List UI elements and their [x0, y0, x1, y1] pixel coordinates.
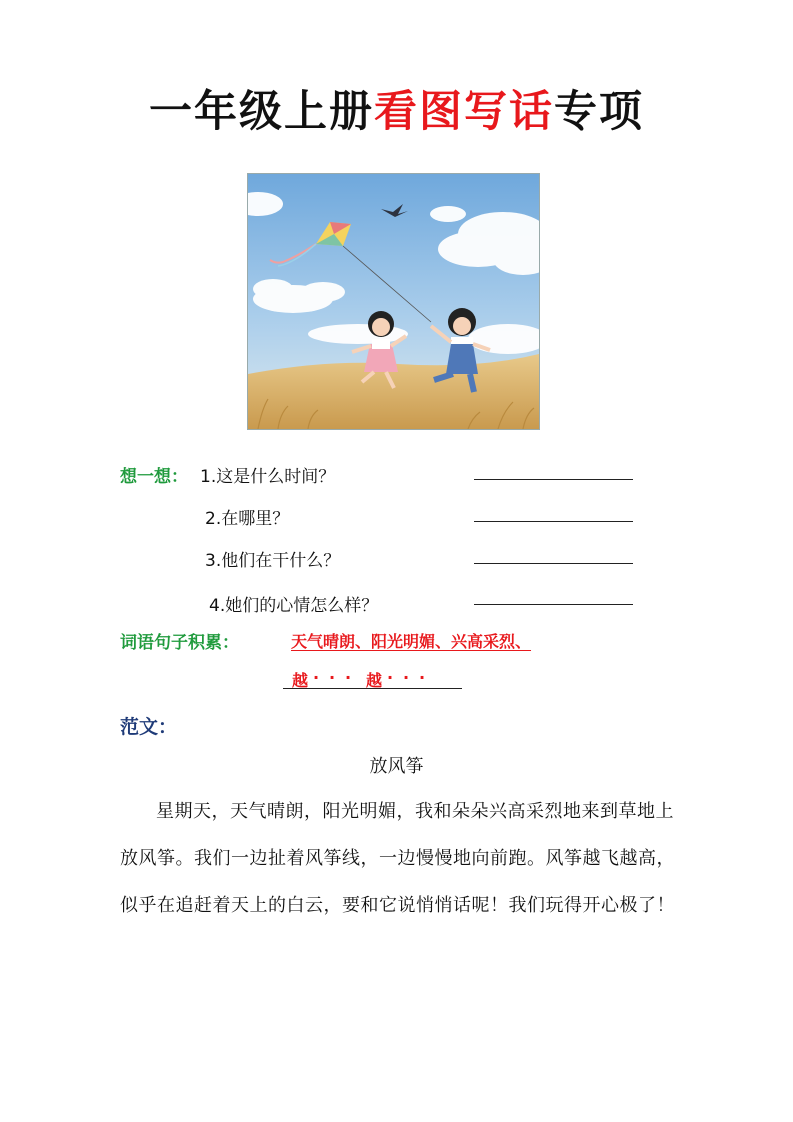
title-part1: 一年级上册 [149, 87, 374, 137]
question-4: 4.她们的心情怎么样？ [209, 596, 379, 616]
pattern-dot: · [403, 668, 410, 687]
question-3: 3.他们在干什么？ [205, 551, 341, 571]
pattern-dot: · [419, 668, 426, 687]
pattern-char: 越 [366, 671, 383, 690]
page-title [0, 78, 793, 139]
question-2: 2.在哪里？ [205, 509, 290, 529]
pattern-dot: · [345, 668, 352, 687]
answer-blank-2[interactable] [474, 521, 633, 522]
answer-blank-4[interactable] [474, 604, 633, 605]
essay-paragraph: 星期天，天气晴朗，阳光明媚，我和朵朵兴高采烈地来到草地上放风筝。我们一边扯着风筝线，一边慢慢地向前跑。风筝越飞越高，似乎在追赶着天上的白云，要和它说悄悄话呢！我们玩得开心极了！ [120, 801, 675, 916]
think-label: 想一想： [120, 467, 188, 487]
pattern-dot: · [313, 668, 320, 687]
kite-children-illustration-icon [247, 173, 540, 430]
answer-blank-3[interactable] [474, 563, 633, 564]
accumulate-words: 天气晴朗、阳光明媚、兴高采烈、 [291, 632, 532, 651]
sample-label: 范文： [120, 716, 178, 738]
pattern-char: 越 [292, 671, 309, 690]
essay-title: 放风筝 [369, 756, 424, 777]
title-part3: 专项 [554, 87, 644, 137]
essay-body [120, 788, 680, 929]
question-1: 1.这是什么时间？ [200, 467, 336, 487]
answer-blank-1[interactable] [474, 479, 633, 480]
accumulate-pattern-line [283, 668, 462, 689]
pattern-dot: · [387, 668, 394, 687]
pattern-dot: · [329, 668, 336, 687]
title-part2: 看图写话 [374, 87, 554, 137]
accumulate-label: 词语句子积累： [120, 633, 239, 653]
